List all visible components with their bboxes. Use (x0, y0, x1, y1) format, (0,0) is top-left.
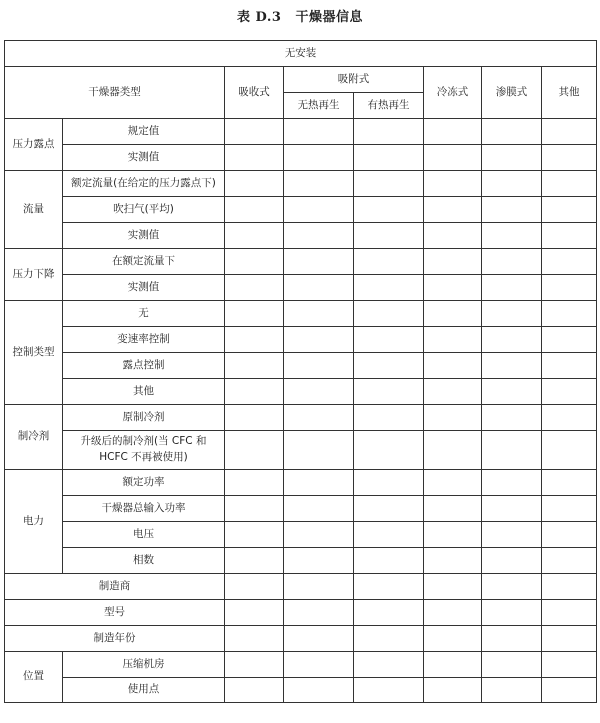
year-label: 制造年份 (5, 626, 225, 652)
empty-cell (482, 249, 542, 275)
empty-cell (542, 119, 597, 145)
empty-cell (354, 145, 424, 171)
empty-cell (284, 431, 354, 470)
empty-cell (354, 327, 424, 353)
empty-cell (284, 496, 354, 522)
empty-cell (284, 574, 354, 600)
empty-cell (424, 652, 482, 678)
row-label: 额定流量(在给定的压力露点下) (63, 171, 225, 197)
empty-cell (354, 379, 424, 405)
dryer-info-table (4, 40, 597, 703)
empty-cell (284, 145, 354, 171)
absorption-header: 吸收式 (225, 67, 284, 119)
empty-cell (225, 600, 284, 626)
table-row (5, 678, 597, 703)
adsorption-header: 吸附式 (284, 67, 424, 93)
empty-cell (354, 353, 424, 379)
membrane-header: 渗膜式 (482, 67, 542, 119)
flow-label: 流量 (5, 171, 63, 249)
empty-cell (424, 496, 482, 522)
empty-cell (424, 470, 482, 496)
table-row (5, 600, 597, 626)
empty-cell (354, 600, 424, 626)
empty-cell (542, 249, 597, 275)
empty-cell (354, 171, 424, 197)
heat-regen-header: 有热再生 (354, 93, 424, 119)
empty-cell (354, 548, 424, 574)
empty-cell (354, 470, 424, 496)
empty-cell (284, 405, 354, 431)
empty-cell (542, 678, 597, 703)
pressure-drop-label: 压力下降 (5, 249, 63, 301)
empty-cell (284, 470, 354, 496)
empty-cell (542, 145, 597, 171)
empty-cell (284, 548, 354, 574)
empty-cell (424, 574, 482, 600)
row-label: 实测值 (63, 275, 225, 301)
refrigerated-header: 冷冻式 (424, 67, 482, 119)
empty-cell (225, 327, 284, 353)
empty-cell (225, 145, 284, 171)
empty-cell (284, 275, 354, 301)
empty-cell (542, 626, 597, 652)
empty-cell (482, 379, 542, 405)
no-install-header: 无安装 (5, 41, 597, 67)
empty-cell (542, 574, 597, 600)
empty-cell (424, 275, 482, 301)
empty-cell (284, 223, 354, 249)
empty-cell (424, 379, 482, 405)
empty-cell (424, 223, 482, 249)
empty-cell (424, 522, 482, 548)
empty-cell (284, 652, 354, 678)
empty-cell (542, 171, 597, 197)
row-label: 相数 (63, 548, 225, 574)
empty-cell (482, 405, 542, 431)
row-label: 干燥器总输入功率 (63, 496, 225, 522)
empty-cell (284, 171, 354, 197)
empty-cell (225, 275, 284, 301)
row-label: 规定值 (63, 119, 225, 145)
empty-cell (542, 496, 597, 522)
empty-cell (424, 197, 482, 223)
table-row (5, 522, 597, 548)
empty-cell (482, 496, 542, 522)
empty-cell (284, 600, 354, 626)
empty-cell (225, 470, 284, 496)
empty-cell (482, 600, 542, 626)
empty-cell (482, 353, 542, 379)
empty-cell (284, 119, 354, 145)
table-row (5, 197, 597, 223)
table-row (5, 431, 597, 470)
empty-cell (482, 275, 542, 301)
row-label: 额定功率 (63, 470, 225, 496)
empty-cell (354, 405, 424, 431)
table-row (5, 496, 597, 522)
dryer-type-header: 干燥器类型 (5, 67, 225, 119)
table-row (5, 379, 597, 405)
empty-cell (284, 522, 354, 548)
empty-cell (225, 171, 284, 197)
empty-cell (354, 275, 424, 301)
row-label: 电压 (63, 522, 225, 548)
table-row (5, 470, 597, 496)
empty-cell (284, 626, 354, 652)
row-label: 实测值 (63, 145, 225, 171)
empty-cell (542, 223, 597, 249)
table-row (5, 327, 597, 353)
empty-cell (482, 171, 542, 197)
empty-cell (225, 249, 284, 275)
empty-cell (354, 626, 424, 652)
pressure-dew-point-label: 压力露点 (5, 119, 63, 171)
empty-cell (482, 197, 542, 223)
empty-cell (225, 379, 284, 405)
other-header: 其他 (542, 67, 597, 119)
row-label: 无 (63, 301, 225, 327)
empty-cell (542, 353, 597, 379)
empty-cell (482, 431, 542, 470)
row-label: 使用点 (63, 678, 225, 703)
empty-cell (542, 275, 597, 301)
empty-cell (542, 379, 597, 405)
empty-cell (482, 574, 542, 600)
empty-cell (354, 197, 424, 223)
empty-cell (225, 678, 284, 703)
empty-cell (284, 379, 354, 405)
table-row (5, 275, 597, 301)
empty-cell (542, 301, 597, 327)
empty-cell (424, 353, 482, 379)
row-label: 实测值 (63, 223, 225, 249)
empty-cell (225, 223, 284, 249)
empty-cell (284, 678, 354, 703)
empty-cell (424, 145, 482, 171)
control-type-label: 控制类型 (5, 301, 63, 405)
empty-cell (354, 249, 424, 275)
empty-cell (225, 496, 284, 522)
empty-cell (424, 431, 482, 470)
table-number: 表 D.3 (237, 10, 282, 25)
table-row (5, 548, 597, 574)
row-label: 升级后的制冷剂(当 CFC 和 HCFC 不再被使用) (63, 431, 225, 470)
empty-cell (284, 327, 354, 353)
table-row (5, 145, 597, 171)
empty-cell (424, 678, 482, 703)
table-row (5, 249, 597, 275)
empty-cell (424, 249, 482, 275)
empty-cell (354, 119, 424, 145)
table-row (5, 405, 597, 431)
table-row (5, 626, 597, 652)
empty-cell (225, 652, 284, 678)
table-row (5, 119, 597, 145)
empty-cell (354, 223, 424, 249)
row-label: 压缩机房 (63, 652, 225, 678)
empty-cell (225, 574, 284, 600)
empty-cell (424, 548, 482, 574)
empty-cell (482, 301, 542, 327)
refrigerant-label: 制冷剂 (5, 405, 63, 470)
empty-cell (542, 600, 597, 626)
header-row-1 (5, 67, 597, 93)
power-label: 电力 (5, 470, 63, 574)
row-label: 原制冷剂 (63, 405, 225, 431)
empty-cell (284, 249, 354, 275)
table-row (5, 223, 597, 249)
header-row-no-install (5, 41, 597, 67)
empty-cell (482, 626, 542, 652)
location-label: 位置 (5, 652, 63, 703)
table-row (5, 301, 597, 327)
empty-cell (225, 405, 284, 431)
empty-cell (542, 652, 597, 678)
table-row (5, 574, 597, 600)
empty-cell (225, 522, 284, 548)
empty-cell (542, 548, 597, 574)
empty-cell (354, 678, 424, 703)
empty-cell (542, 470, 597, 496)
empty-cell (354, 574, 424, 600)
empty-cell (354, 301, 424, 327)
empty-cell (482, 119, 542, 145)
row-label: 在额定流量下 (63, 249, 225, 275)
empty-cell (542, 405, 597, 431)
empty-cell (424, 171, 482, 197)
empty-cell (482, 522, 542, 548)
empty-cell (482, 145, 542, 171)
empty-cell (225, 626, 284, 652)
table-row (5, 171, 597, 197)
manufacturer-label: 制造商 (5, 574, 225, 600)
empty-cell (542, 522, 597, 548)
row-label: 变速率控制 (63, 327, 225, 353)
empty-cell (225, 119, 284, 145)
table-title (0, 6, 600, 25)
empty-cell (542, 431, 597, 470)
empty-cell (424, 405, 482, 431)
empty-cell (284, 353, 354, 379)
empty-cell (225, 197, 284, 223)
empty-cell (225, 301, 284, 327)
empty-cell (482, 327, 542, 353)
empty-cell (354, 431, 424, 470)
empty-cell (482, 652, 542, 678)
empty-cell (482, 470, 542, 496)
empty-cell (284, 301, 354, 327)
empty-cell (424, 600, 482, 626)
table-row (5, 652, 597, 678)
empty-cell (424, 626, 482, 652)
empty-cell (542, 197, 597, 223)
empty-cell (225, 353, 284, 379)
empty-cell (424, 119, 482, 145)
empty-cell (542, 327, 597, 353)
empty-cell (354, 496, 424, 522)
empty-cell (354, 522, 424, 548)
row-label: 吹扫气(平均) (63, 197, 225, 223)
empty-cell (424, 327, 482, 353)
empty-cell (482, 223, 542, 249)
empty-cell (482, 548, 542, 574)
empty-cell (284, 197, 354, 223)
empty-cell (354, 652, 424, 678)
no-heat-regen-header: 无热再生 (284, 93, 354, 119)
row-label: 其他 (63, 379, 225, 405)
row-label: 露点控制 (63, 353, 225, 379)
empty-cell (482, 678, 542, 703)
empty-cell (424, 301, 482, 327)
table-row (5, 353, 597, 379)
empty-cell (225, 548, 284, 574)
empty-cell (225, 431, 284, 470)
model-label: 型号 (5, 600, 225, 626)
table-title-text: 干燥器信息 (295, 10, 363, 25)
